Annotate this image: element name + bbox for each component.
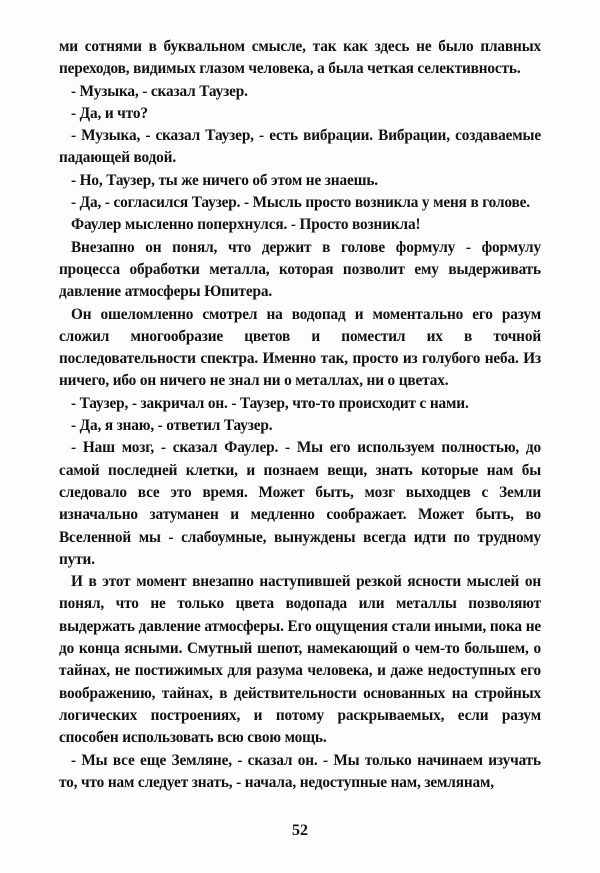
paragraph: - Музыка, - сказал Таузер, - есть вибрации. Вибрации, создаваемые падающей водой. xyxy=(59,127,541,167)
paragraph: Фаулер мысленно поперхнулся. - Просто возникла! xyxy=(71,216,421,234)
paragraph: - Но, Таузер, ты же ничего об этом не знаешь. xyxy=(71,171,378,189)
paragraph: - Таузер, - закричал он. - Таузер, что-то происходит с нами. xyxy=(71,394,469,412)
paragraph: - Мы все еще Земляне, - сказал он. - Мы только начинаем изучать то, что нам следует знать, - начала, недоступные нам, землянам, xyxy=(59,751,541,791)
paragraph: И в этот момент внезапно наступившей резкой ясности мыслей он понял, что не только цвета водопада или металлы позволяют выдержать давление атмосферы. Его ощущения стали иными, пока не до конца ясными. Смутный шепот, намекающий о чем-то большем, о тайнах, не постижимых для разума человека, и даже недоступных его воображению, тайнах, в действительности основанных на стройных логических построениях, и потому раскрываемых, если разум способен использовать всю свою мощь. xyxy=(59,573,541,747)
page-number: 52 xyxy=(292,822,308,839)
paragraph: - Музыка, - сказал Таузер. xyxy=(71,82,248,100)
paragraph: ми сотнями в буквальном смысле, так как здесь не было плавных переходов, видимых глазом человека, а была четкая селективность. xyxy=(59,38,541,78)
paragraph: - Да, и что? xyxy=(71,104,148,122)
paragraph: - Наш мозг, - сказал Фаулер. - Мы его используем полностью, до самой последней клетки, и познаем вещи, знать которые нам бы следовало все это время. Может быть, мозг выходцев с Земли изначально затуманен и медленно соображает. Может быть, во Вселенной мы - слабоумные, вынуждены всегда идти по трудному пути. xyxy=(59,439,541,568)
body-text xyxy=(59,36,541,794)
paragraph: Внезапно он понял, что держит в голове формулу - формулу процесса обработки металла, которая позволит ему выдерживать давление атмосферы Юпитера. xyxy=(59,238,541,301)
paragraph: Он ошеломленно смотрел на водопад и моментально его разум сложил многообразие цветов и поместил их в точной последовательности спектра. Именно так, просто из голубого неба. Из ничего, ибо он ничего не знал ни о металлах, ни о цветах. xyxy=(59,305,541,390)
paragraph: - Да, - согласился Таузер. - Мысль просто возникла у меня в голове. xyxy=(71,194,530,212)
paragraph: - Да, я знаю, - ответил Таузер. xyxy=(71,417,273,435)
